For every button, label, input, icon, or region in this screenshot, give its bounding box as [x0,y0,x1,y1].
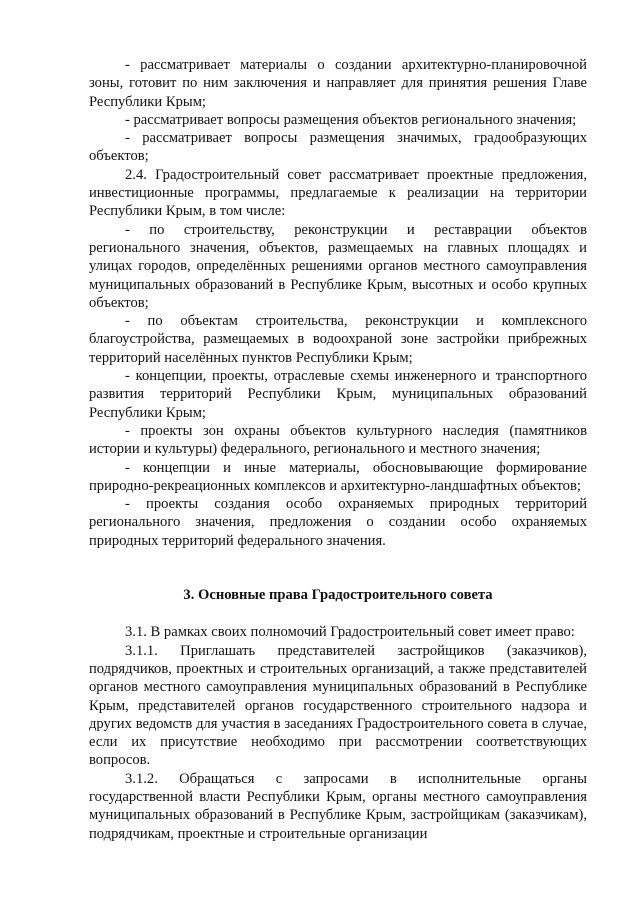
paragraph-protected-territories: - проекты создания особо охраняемых природных территорий регионального значения, предложения о создании особо охраняемых природных территорий федерального значения. [89,496,587,549]
paragraph-construction-reconstruction: - по строительству, реконструкции и реставрации объектов регионального значения, объектов, размещаемых на главных площадях и улицах городов, определённых решениями органов местного самоуправления муниципальных образований в Республике Крым, высотных и особо крупных объектов; [89,221,587,311]
paragraph-3-1-1: 3.1.1. Приглашать представителей застройщиков (заказчиков), подрядчиков, проектных и строительных организаций, а также представителей органов местного самоуправления муниципальных образований в Республике Крым, представителей органов государственного строительного надзора и других ведомств для участия в заседаниях Градостроительного совета в случае, если их присутствие необходимо при рассмотрении соответствующих вопросов. [89,642,587,769]
paragraph-architectural-zone: - рассматривает материалы о создании архитектурно-планировочной зоны, готовит по ним заключения и направляет для принятия решения Главе Республики Крым; [89,57,587,110]
spacer [89,550,587,586]
section-3-body [89,623,587,843]
paragraph-engineering-schemes: - концепции, проекты, отраслевые схемы инженерного и транспортного развития территорий Республики Крым, муниципальных образований Республики Крым; [89,368,587,421]
paragraph-water-protection-zone: - по объектам строительства, реконструкции и комплексного благоустройства, размещаемых в водоохраной зоне застройки прибрежных территорий населённых пунктов Республики Крым; [89,313,587,366]
section-2-continuation [89,56,587,550]
paragraph-2-4: 2.4. Градостроительный совет рассматривает проектные предложения, инвестиционные программы, предлагаемые к реализации на территории Республики Крым, в том числе: [89,166,587,220]
document-page [89,56,587,843]
paragraph-cultural-heritage: - проекты зон охраны объектов культурного наследия (памятников истории и культуры) федерального, регионального и местного значения; [89,422,587,458]
paragraph-regional-objects: - рассматривает вопросы размещения объектов регионального значения; [125,111,577,128]
paragraph-3-1: 3.1. В рамках своих полномочий Градостроительный совет имеет право: [125,624,575,641]
paragraph-3-1-2: 3.1.2. Обращаться с запросами в исполнительные органы государственной власти Республики Крым, органы местного самоуправления муниципальных образований в Республике Крым, застройщикам (заказчикам), подрядчикам, проектные и строительные организации [89,770,587,842]
spacer [89,604,587,623]
paragraph-significant-objects: - рассматривает вопросы размещения значимых, градообразующих объектов; [89,130,587,165]
paragraph-recreational-complexes: - концепции и иные материалы, обосновывающие формирование природно-рекреационных комплексов и архитектурно-ландшафтных объектов; [89,459,587,494]
section-3-title: 3. Основные права Градостроительного совета [183,587,493,604]
